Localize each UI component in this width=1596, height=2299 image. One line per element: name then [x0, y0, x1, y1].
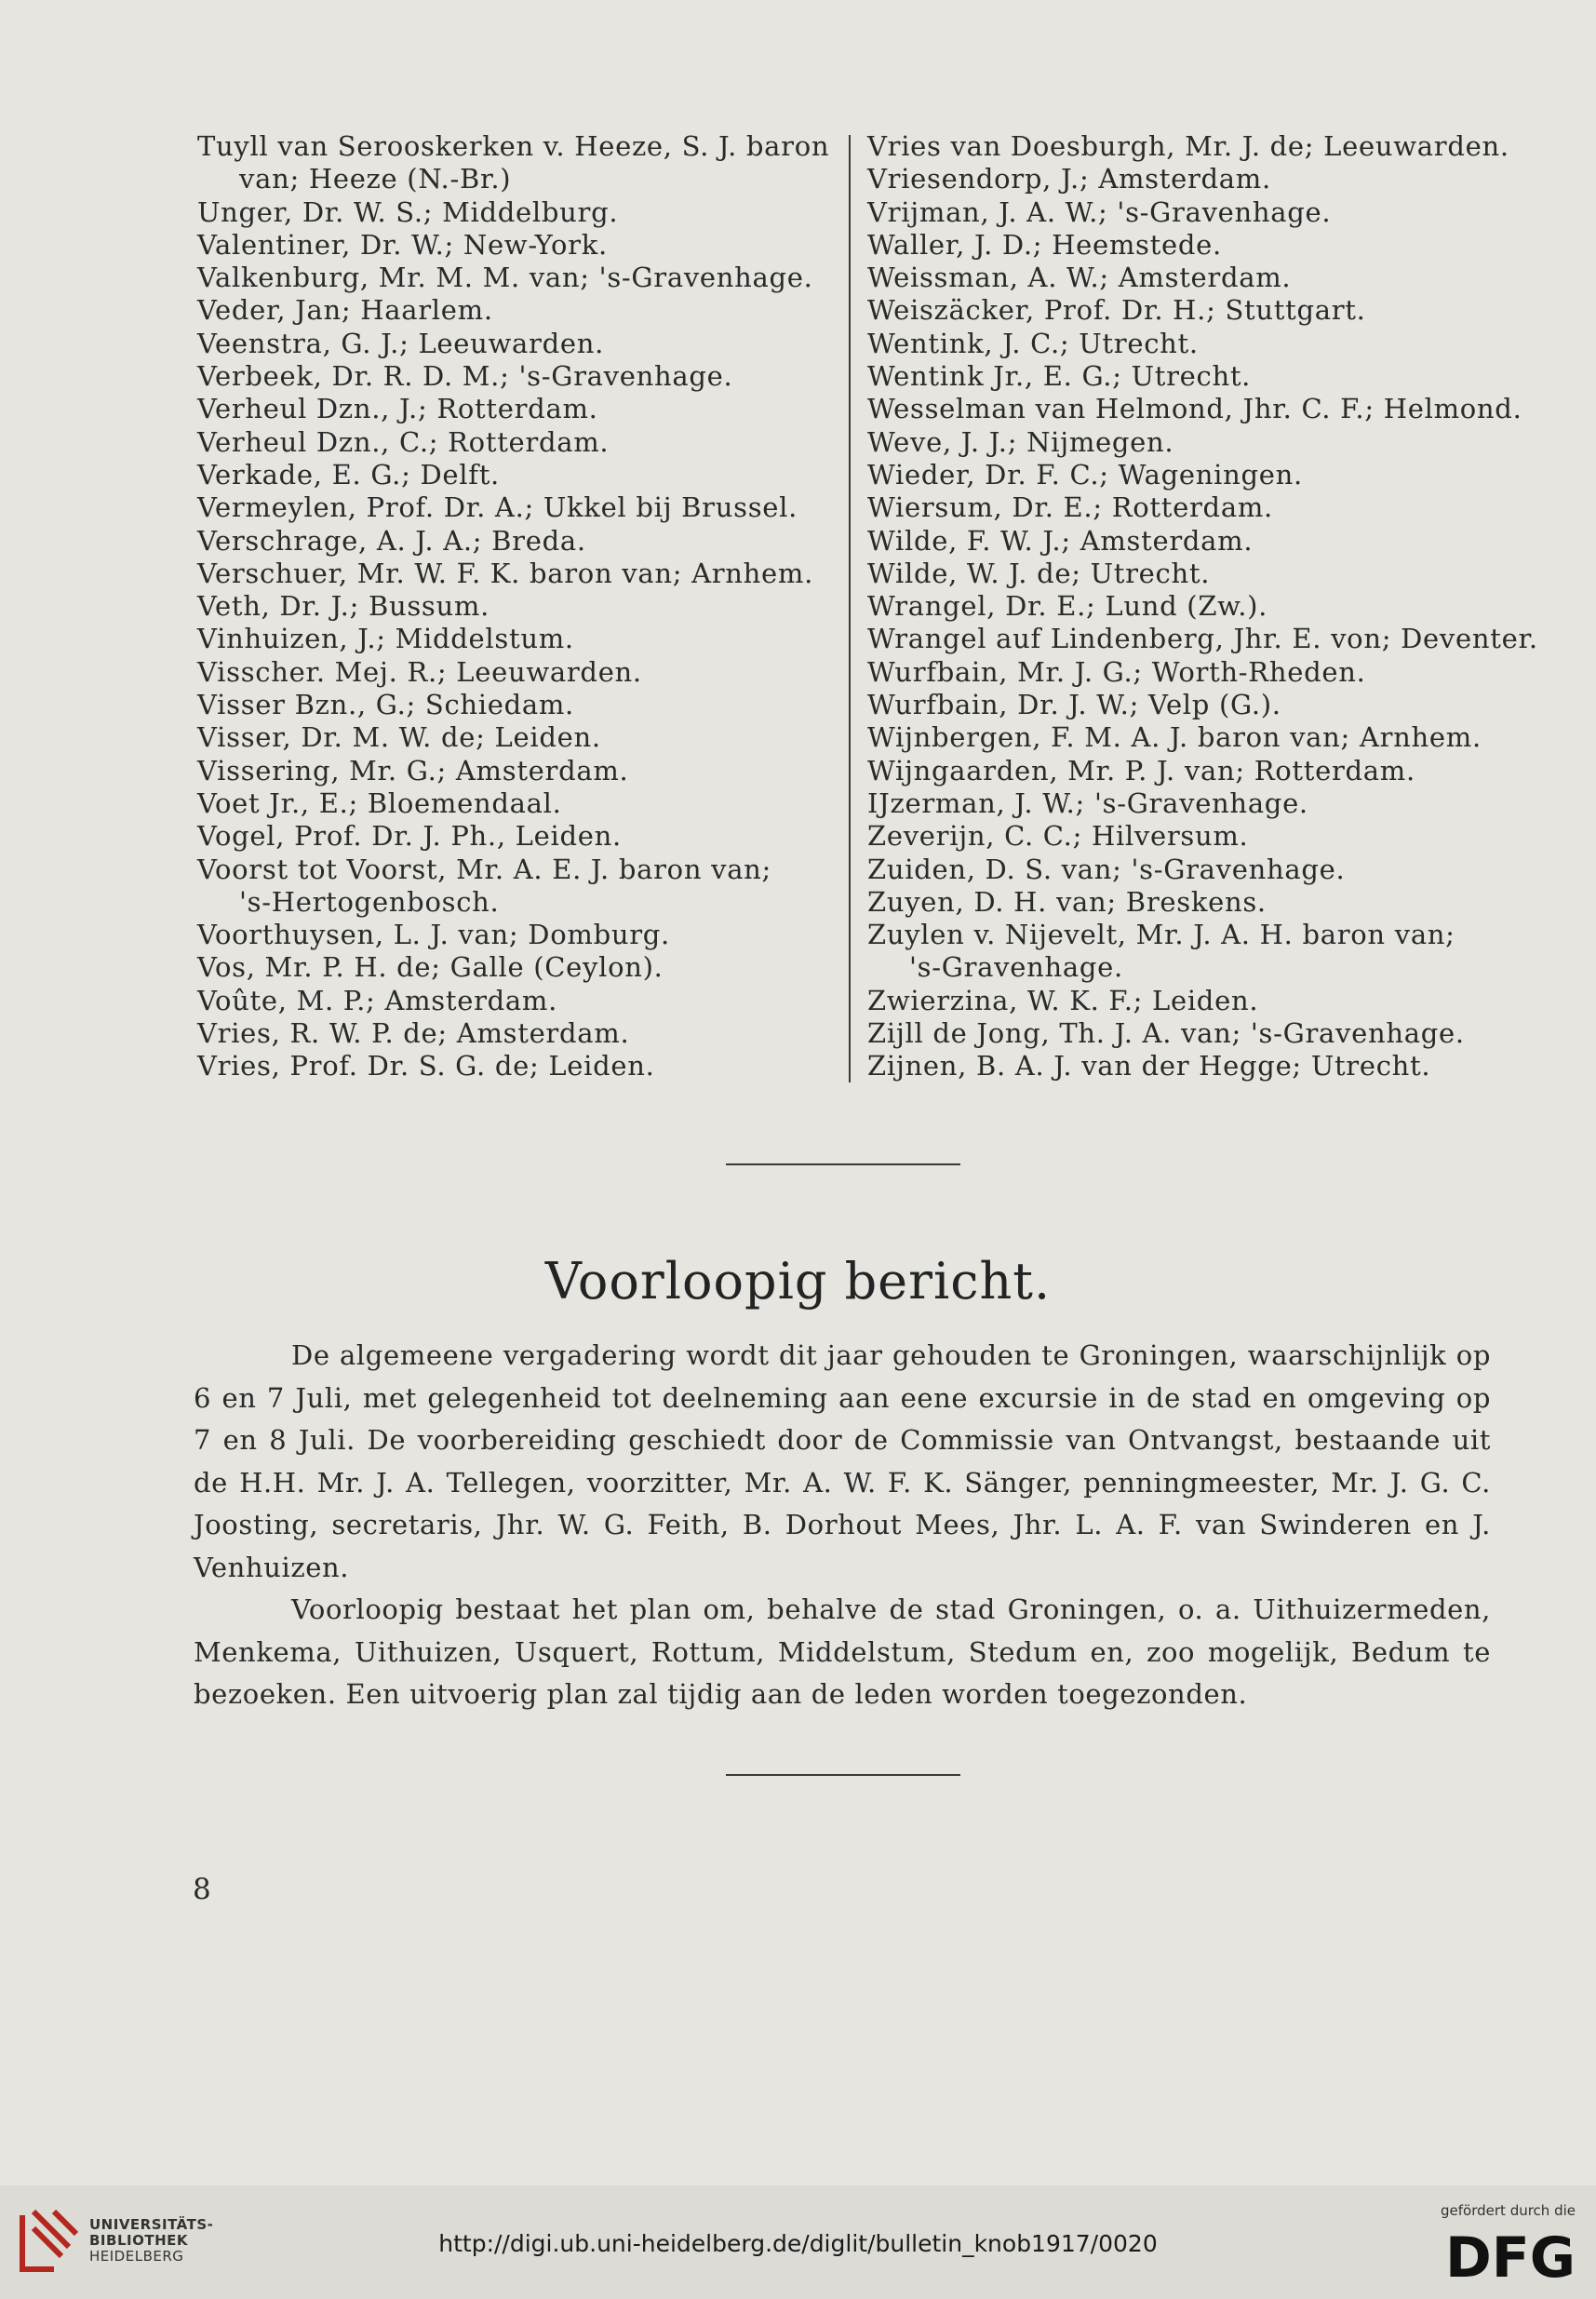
dfg-logo-icon — [1431, 2226, 1576, 2282]
member-entry: Voorst tot Voorst, Mr. A. E. J. baron van; — [197, 853, 772, 885]
section-separator-rule — [726, 1163, 960, 1165]
member-entry: Vrijman, J. A. W.; 's-Gravenhage. — [867, 195, 1332, 228]
member-entry-continuation: van; Heeze (N.-Br.) — [239, 163, 512, 195]
member-entry: Verschuer, Mr. W. F. K. baron van; Arnhem. — [197, 557, 814, 589]
member-entry: Valentiner, Dr. W.; New-York. — [197, 228, 608, 261]
member-entry: Wrangel auf Lindenberg, Jhr. E. von; Deventer. — [867, 623, 1538, 655]
member-entry: Wilde, W. J. de; Utrecht. — [867, 557, 1211, 589]
member-entry: Veth, Dr. J.; Bussum. — [197, 590, 490, 623]
member-entry: Zwierzina, W. K. F.; Leiden. — [867, 984, 1259, 1016]
paragraph: De algemeene vergadering wordt dit jaar gehouden te Groningen, waarschijnlijk op 6 en 7 Juli, met gelegenheid tot deelneming aan eene excursie in de stad en omgeving op 7 en 8 Juli. De voorbereiding geschiedt door de Commissie van Ontvangst, bestaande uit de H.H. Mr. J. A. Tellegen, voorzitter, Mr. A. W. F. K. Sänger, penningmeester, Mr. J. G. C. Joosting, secretaris, Jhr. W. G. Feith, B. Dorhout Mees, Jhr. L. A. F. van Swinderen en J. Venhuizen. — [194, 1339, 1491, 1583]
member-entry: Zijll de Jong, Th. J. A. van; 's-Gravenhage. — [867, 1017, 1465, 1050]
member-entry: Verkade, E. G.; Delft. — [197, 458, 500, 491]
member-entry: Vries, Prof. Dr. S. G. de; Leiden. — [197, 1050, 655, 1082]
member-entry: Wiersum, Dr. E.; Rotterdam. — [867, 491, 1273, 524]
member-entry: Weiszäcker, Prof. Dr. H.; Stuttgart. — [867, 294, 1366, 327]
member-entry: Waller, J. D.; Heemstede. — [867, 228, 1222, 261]
permalink-url[interactable]: http://digi.ub.uni-heidelberg.de/diglit/bulletin_knob1917/0020 — [438, 2230, 1158, 2257]
viewer-footer — [0, 2185, 1596, 2299]
member-entry: Voet Jr., E.; Bloemendaal. — [197, 786, 562, 819]
member-entry: Vos, Mr. P. H. de; Galle (Ceylon). — [197, 951, 664, 984]
member-entry: Wrangel, Dr. E.; Lund (Zw.). — [867, 590, 1268, 623]
section-body — [194, 1335, 1491, 1716]
member-entry: Wurfbain, Mr. J. G.; Worth-Rheden. — [867, 655, 1366, 688]
column-divider — [849, 135, 851, 1082]
member-entry: Zuyen, D. H. van; Breskens. — [867, 885, 1267, 918]
member-entry: Vinhuizen, J.; Middelstum. — [197, 623, 574, 655]
member-entry: Vissering, Mr. G.; Amsterdam. — [197, 754, 629, 786]
sponsor-label: gefördert durch die — [1441, 2202, 1576, 2219]
member-entry: Voorthuysen, L. J. van; Domburg. — [197, 919, 670, 951]
paragraph: Voorloopig bestaat het plan om, behalve de stad Groningen, o. a. Uithuizermeden, Menkema, Uithuizen, Usquert, Rottum, Middelstum, Stedum en, zoo mogelijk, Bedum te bezoeken. Een uitvoerig plan zal tijdig aan de leden worden toegezonden. — [194, 1593, 1491, 1710]
dfg-logo-text: DFG — [1444, 2226, 1576, 2282]
member-entry-continuation: 's-Gravenhage. — [909, 951, 1123, 984]
member-list-right-column — [867, 130, 1538, 1083]
member-entry-continuation: 's-Hertogenbosch. — [239, 885, 500, 918]
library-name-line: BIBLIOTHEK — [89, 2232, 188, 2249]
member-entry: Wijngaarden, Mr. P. J. van; Rotterdam. — [867, 754, 1415, 786]
member-entry: Unger, Dr. W. S.; Middelburg. — [197, 195, 619, 228]
member-entry: Veder, Jan; Haarlem. — [197, 294, 493, 327]
member-entry: Wentink, J. C.; Utrecht. — [867, 327, 1199, 359]
member-entry: Verbeek, Dr. R. D. M.; 's-Gravenhage. — [197, 360, 733, 393]
section-heading: Voorloopig bericht. — [544, 1252, 1052, 1311]
member-entry: Voûte, M. P.; Amsterdam. — [197, 984, 558, 1016]
member-entry: Zeverijn, C. C.; Hilversum. — [867, 820, 1249, 853]
member-entry: Wesselman van Helmond, Jhr. C. F.; Helmond. — [867, 393, 1522, 425]
member-entry: IJzerman, J. W.; 's-Gravenhage. — [867, 786, 1308, 819]
member-entry: Wijnbergen, F. M. A. J. baron van; Arnhem. — [867, 721, 1482, 754]
member-entry: Verschrage, A. J. A.; Breda. — [197, 524, 586, 557]
member-entry: Vries, R. W. P. de; Amsterdam. — [197, 1017, 630, 1050]
member-entry: Valkenburg, Mr. M. M. van; 's-Gravenhage. — [197, 262, 813, 294]
member-entry: Zijnen, B. A. J. van der Hegge; Utrecht. — [867, 1050, 1431, 1082]
member-entry: Vries van Doesburgh, Mr. J. de; Leeuwarden. — [867, 130, 1509, 162]
library-name-line: HEIDELBERG — [89, 2248, 184, 2265]
member-entry: Visser, Dr. M. W. de; Leiden. — [197, 721, 601, 754]
member-entry: Zuylen v. Nijevelt, Mr. J. A. H. baron van; — [867, 919, 1455, 951]
member-entry: Zuiden, D. S. van; 's-Gravenhage. — [867, 853, 1346, 885]
page-number: 8 — [193, 1873, 211, 1906]
member-entry: Verheul Dzn., C.; Rotterdam. — [197, 425, 610, 458]
member-entry: Wieder, Dr. F. C.; Wageningen. — [867, 458, 1303, 491]
member-entry: Weissman, A. W.; Amsterdam. — [867, 262, 1292, 294]
member-entry: Verheul Dzn., J.; Rotterdam. — [197, 393, 598, 425]
member-entry: Wurfbain, Dr. J. W.; Velp (G.). — [867, 689, 1281, 721]
member-entry: Veenstra, G. J.; Leeuwarden. — [197, 327, 605, 359]
member-entry: Tuyll van Serooskerken v. Heeze, S. J. baron — [197, 130, 830, 162]
library-name-line: UNIVERSITÄTS- — [89, 2216, 214, 2233]
closing-separator-rule — [726, 1774, 960, 1776]
member-entry: Visser Bzn., G.; Schiedam. — [197, 689, 574, 721]
member-entry: Vriesendorp, J.; Amsterdam. — [867, 163, 1271, 195]
member-list-left-column — [197, 130, 830, 1083]
member-entry: Vogel, Prof. Dr. J. Ph., Leiden. — [197, 820, 622, 853]
member-entry: Visscher. Mej. R.; Leeuwarden. — [197, 655, 642, 688]
member-entry: Vermeylen, Prof. Dr. A.; Ukkel bij Brussel. — [197, 491, 798, 524]
member-entry: Weve, J. J.; Nijmegen. — [867, 425, 1174, 458]
member-entry: Wentink Jr., E. G.; Utrecht. — [867, 360, 1252, 393]
member-entry: Wilde, F. W. J.; Amsterdam. — [867, 524, 1254, 557]
